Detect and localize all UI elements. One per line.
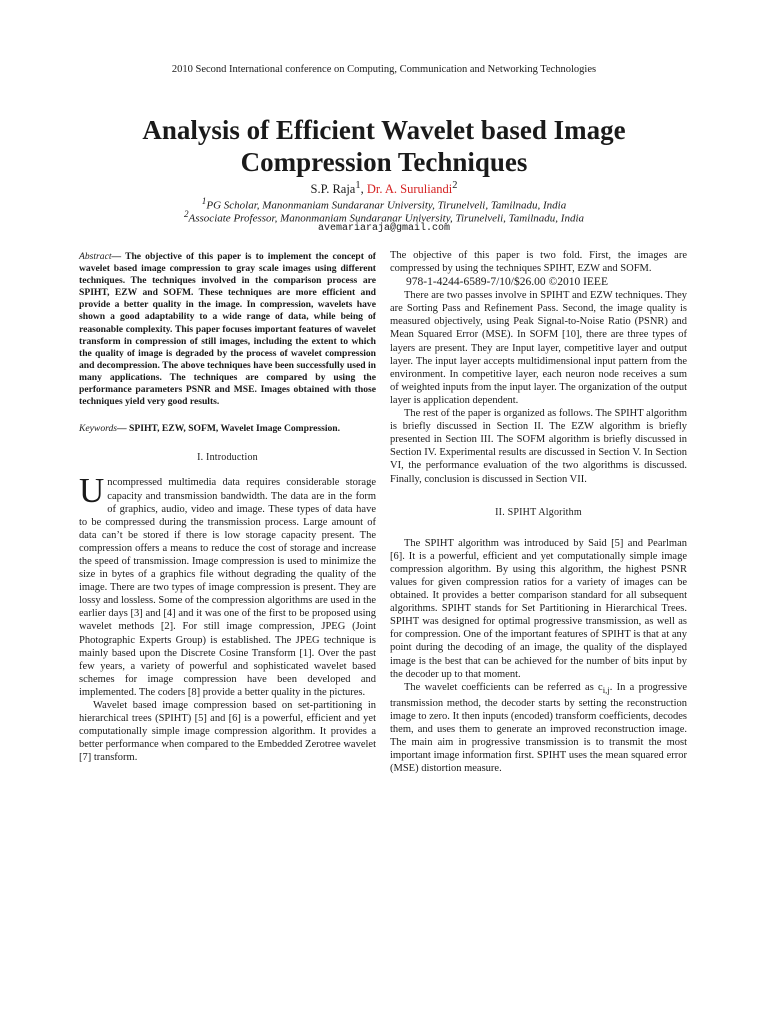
title-line-1: Analysis of Efficient Wavelet based Image [142, 115, 626, 145]
abstract-lead: Abstract [79, 251, 112, 262]
left-column [79, 251, 376, 764]
author-2-sup: 2 [452, 180, 458, 191]
passes-paragraph: There are two passes involve in SPIHT and EZW techniques. They are Sorting Pass and Refinement Pass. Second, the image quality is measured objectively, using Peak Signal-to-Noise Ratio (PSNR) and Mean Squared Error (MSE). In SOFM [10], there are three types of layers are present. They are Input layer, competitive layer and output layer. The input layer accepts multidimensional input pattern from the environment. In competitive layer, each neuron node receives a sum of weighted inputs from the input layer. The organization of the output layer is application dependent. [390, 290, 687, 406]
section-1-heading: I. Introduction [197, 452, 258, 464]
abstract-dash: — [111, 251, 126, 262]
paper-title [60, 114, 708, 178]
conference-header: 2010 Second International conference on Computing, Communication and Networking Technologies [171, 64, 597, 75]
affiliation-1-text: PG Scholar, Manonmaniam Sundaranar University, Tirunelveli, Tamilnadu, India [206, 199, 567, 212]
affiliation-1-sup: 1 [201, 196, 207, 206]
title-line-2: Compression Techniques [240, 147, 528, 177]
affiliation-2-sup: 2 [183, 209, 189, 219]
isbn-notice: 978-1-4244-6589-7/10/$26.00 ©2010 IEEE [406, 276, 608, 289]
keywords [79, 422, 376, 435]
keywords-text: SPIHT, EZW, SOFM, Wavelet Image Compression. [129, 423, 341, 435]
spiht-paragraph-2 [390, 681, 687, 776]
intro-paragraph-1 [79, 471, 376, 699]
author-email: avemariaraja@gmail.com [317, 223, 451, 234]
author-line [0, 180, 768, 197]
spiht-paragraph-2-rest: . In a progressive transmission method, the decoder starts by setting the reconstruction image to zero. It then inputs (encoded) transform coefficients, decodes them, and uses them to generate an improved reconstruction image. The main aim in progressive transmission is to transmit the most important image information first. SPIHT uses the mean squared error (MSE) distortion measure. [390, 681, 687, 775]
objective-paragraph: The objective of this paper is two fold. First, the images are compressed by using the techniques SPIHT, EZW and SOFM. [390, 250, 687, 275]
organization-paragraph: The rest of the paper is organized as follows. The SPIHT algorithm is briefly discussed in Section II. The EZW algorithm is briefly presented in Section III. The SOFM algorithm is briefly discussed in Section IV. Experimental results are discussed in Section V. In Section VI, the performance evaluation of the two algorithms is discussed. Finally, conclusion is discussed in Section VII. [390, 408, 687, 485]
coefficient-subscript: i,j [602, 684, 610, 695]
intro-paragraph-2: Wavelet based image compression based on set-partitioning in hierarchical trees (SPIHT) [5] and [6] is a powerful, efficient and yet computationally simple image compression algorithm. It provides a better performance when compared to the Embedded Zerotree wavelet [7] transform. [79, 700, 376, 764]
author-separator: , [360, 182, 367, 197]
spiht-paragraph-1: The SPIHT algorithm was introduced by Said [5] and Pearlman [6]. It is a powerful, efficient and yet computationally simple image compression algorithm. By using this algorithm, the highest PSNR values for given compression ratios for a variety of images can be obtained. It provides a better comparison standard for all subsequent algorithms. SPIHT stands for Set Partitioning in Hierarchical Trees. SPIHT was designed for optimal progressive transmission, as well as for compression. One of the important features of SPIHT is that at any point during the decoding of an image, the quality of the displayed image is the best that can be achieved for the number of bits input by the decoder up to that moment. [390, 537, 687, 680]
section-2-heading: II. SPIHT Algorithm [495, 506, 582, 518]
keywords-lead: Keywords [79, 423, 118, 435]
affiliation-2-text: Associate Professor, Manonmaniam Sundaranar University, Tirunelveli, Tamilnadu, India [188, 212, 585, 225]
right-column [390, 249, 687, 775]
drop-cap: U [79, 471, 105, 511]
spiht-paragraph-2-start: The wavelet coefficients can be referred as c [404, 681, 603, 693]
abstract [79, 251, 376, 408]
author-2: Dr. A. Suruliandi [366, 182, 453, 197]
author-1-sup: 1 [355, 180, 361, 191]
author-1: S.P. Raja [310, 182, 356, 197]
abstract-text: The objective of this paper is to implement the concept of wavelet based image compression to gray scale images using different techniques. The techniques involved in the comparison process are SPIHT, EZW and SOFM. These techniques are more efficient and provide a better quality in the image. In compression, wavelets have shown a good adaptability to a wide range of data, while being of reasonable complexity. This paper focuses important features of wavelet transform in compression of still images, including the extent to which the quality of image is degraded by the process of wavelet compression and decompression. The above techniques have been successfully used in many applications. The techniques are compared by using the performance parameters PSNR and MSE. Images obtained with those techniques yield very good results. [79, 251, 376, 408]
intro-paragraph-1-text: ncompressed multimedia data requires considerable storage capacity and transmission bandwidth. The data are in the form of graphics, audio, video and image. These types of data have to be compressed during the transmission process. Large amount of data can’t be stored if there is low storage capacity present. The compression offers a means to reduce the cost of storage and increase the speed of transmission. Image compression is used to minimize the size in bytes of a graphics file without degrading the quality of the image. There are two types of image compression is present. They are lossy and lossless. Some of the compression algorithms are used in the earlier days [3] and [4] and it was one of the first to be proposed using wavelet methods [2]. For still image compression, JPEG (Joint Photographic Experts Group) is established. The JPEG technique is mainly based upon the Discrete Cosine Transform [1]. Over the past few years, a variety of powerful and sophisticated wavelet based schemes for image compression have been developed and implemented. The coders [8] provide a better quality in the pictures. [79, 477, 376, 698]
keywords-dash: — [117, 423, 130, 435]
